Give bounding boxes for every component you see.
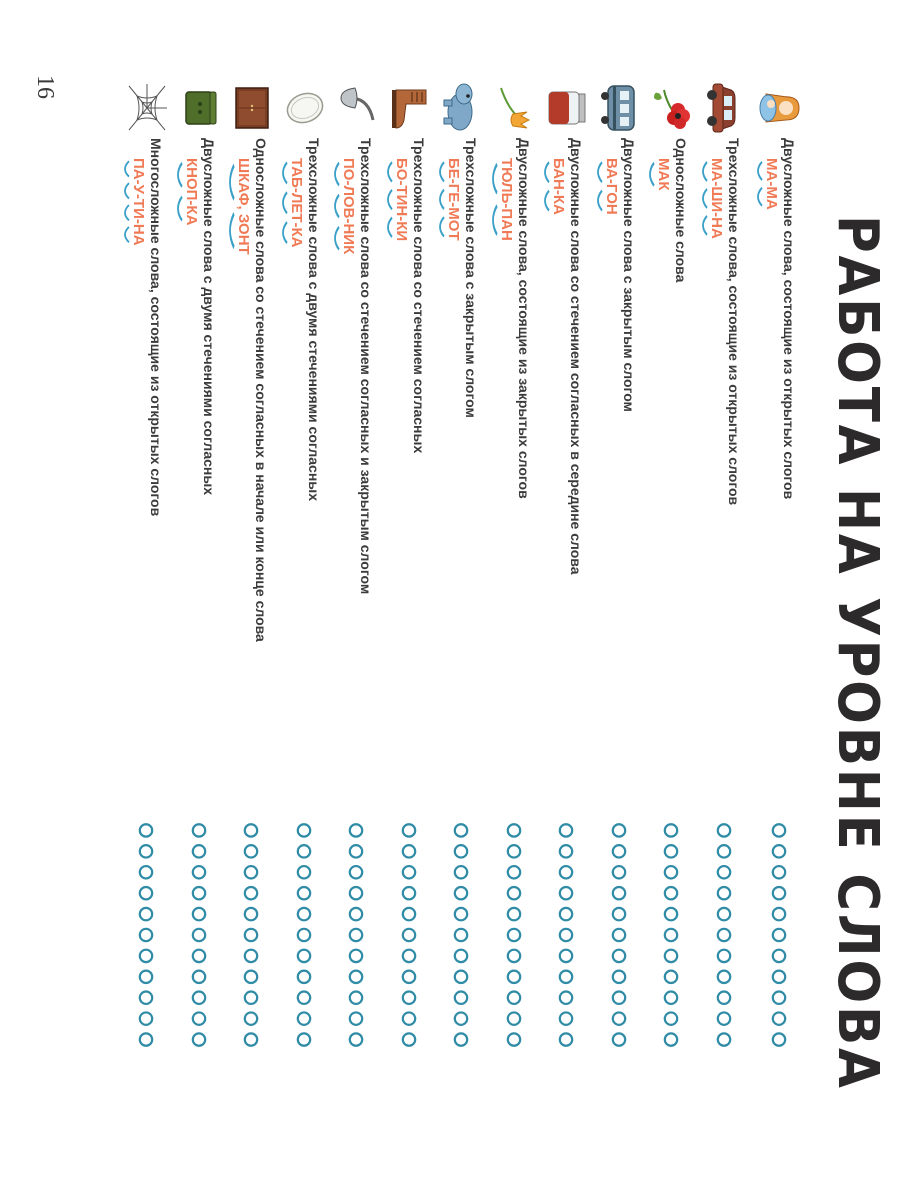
syllable-arc bbox=[703, 216, 707, 235]
example-word-text: МАК bbox=[655, 158, 672, 191]
answer-circle[interactable] bbox=[455, 887, 467, 899]
exercise-row bbox=[483, 0, 535, 1200]
example-word-text: ПО-ЛОВ-НИК bbox=[340, 158, 357, 255]
answer-circle[interactable] bbox=[455, 971, 467, 983]
answer-circle[interactable] bbox=[193, 950, 205, 962]
answer-circle[interactable] bbox=[560, 866, 572, 878]
answer-circle[interactable] bbox=[613, 1012, 625, 1024]
answer-circle[interactable] bbox=[350, 950, 362, 962]
answer-circle[interactable] bbox=[613, 845, 625, 857]
answer-circle[interactable] bbox=[193, 971, 205, 983]
answer-circle[interactable] bbox=[245, 908, 257, 920]
example-word-text: ТЮЛЬ-ПАН bbox=[498, 158, 515, 241]
answer-circles bbox=[558, 820, 574, 1050]
exercise-row bbox=[430, 0, 482, 1200]
answer-circle[interactable] bbox=[773, 866, 785, 878]
answer-circle[interactable] bbox=[718, 992, 730, 1004]
answer-circle[interactable] bbox=[245, 929, 257, 941]
train-wagon-icon bbox=[598, 80, 642, 136]
answer-circle[interactable] bbox=[350, 866, 362, 878]
answer-circles bbox=[611, 820, 627, 1050]
syllable-arc bbox=[440, 217, 444, 236]
exercise-row bbox=[325, 0, 377, 1200]
syllable-arc bbox=[758, 188, 762, 206]
answer-circle[interactable] bbox=[245, 845, 257, 857]
example-word bbox=[175, 158, 199, 225]
answer-circle[interactable] bbox=[665, 824, 677, 836]
answer-circle[interactable] bbox=[245, 887, 257, 899]
example-word bbox=[755, 158, 779, 210]
answer-circle[interactable] bbox=[245, 1012, 257, 1024]
spider-web-icon bbox=[125, 80, 169, 136]
answer-circle[interactable] bbox=[193, 824, 205, 836]
exercise-row bbox=[115, 0, 167, 1200]
syllable-arc bbox=[388, 218, 392, 237]
answer-circle[interactable] bbox=[140, 845, 152, 857]
car-icon bbox=[703, 80, 747, 136]
answer-circle[interactable] bbox=[403, 929, 415, 941]
syllable-arc bbox=[703, 189, 707, 208]
answer-circle[interactable] bbox=[350, 929, 362, 941]
answer-circle[interactable] bbox=[560, 908, 572, 920]
syllable-arc bbox=[283, 222, 287, 243]
answer-circle[interactable] bbox=[773, 824, 785, 836]
syllable-arc bbox=[598, 191, 602, 211]
answer-circle[interactable] bbox=[613, 950, 625, 962]
tablet-pill-icon bbox=[283, 80, 327, 136]
answer-circle[interactable] bbox=[773, 845, 785, 857]
syllable-arc bbox=[335, 227, 339, 249]
syllable-arcs bbox=[122, 158, 131, 246]
example-word-text: МА-ШИ-НА bbox=[708, 158, 725, 239]
answer-circle[interactable] bbox=[773, 971, 785, 983]
answer-circle[interactable] bbox=[773, 908, 785, 920]
syllable-arc bbox=[440, 162, 444, 181]
answer-circle[interactable] bbox=[560, 1033, 572, 1045]
answer-circle[interactable] bbox=[613, 992, 625, 1004]
example-word bbox=[647, 158, 671, 190]
answer-circle[interactable] bbox=[245, 866, 257, 878]
example-word-text: ПА-У-ТИ-НА bbox=[130, 158, 147, 246]
answer-circle[interactable] bbox=[245, 971, 257, 983]
answer-circle[interactable] bbox=[403, 908, 415, 920]
example-word bbox=[280, 158, 304, 248]
syllable-arc bbox=[493, 206, 497, 235]
answer-circle[interactable] bbox=[665, 971, 677, 983]
tulip-icon bbox=[493, 80, 537, 136]
example-word bbox=[385, 158, 409, 241]
answer-circle[interactable] bbox=[245, 950, 257, 962]
answer-circle[interactable] bbox=[455, 1033, 467, 1045]
syllable-arcs bbox=[175, 158, 184, 225]
answer-circles bbox=[771, 820, 787, 1050]
answer-circle[interactable] bbox=[773, 950, 785, 962]
syllable-arc bbox=[440, 190, 444, 209]
example-word bbox=[332, 158, 356, 254]
syllable-arc bbox=[283, 162, 287, 183]
answer-circle[interactable] bbox=[245, 1033, 257, 1045]
answer-circle[interactable] bbox=[193, 887, 205, 899]
syllable-arc bbox=[493, 164, 497, 193]
answer-circle[interactable] bbox=[193, 1012, 205, 1024]
example-word-text: МА-МА bbox=[763, 158, 780, 210]
answer-circle[interactable] bbox=[455, 929, 467, 941]
answer-circle[interactable] bbox=[140, 1012, 152, 1024]
hippopotamus-icon bbox=[440, 80, 484, 136]
answer-circle[interactable] bbox=[718, 908, 730, 920]
exercise-row bbox=[588, 0, 640, 1200]
exercise-description: Трехсложные слова, состоящие из открытых слогов bbox=[726, 138, 742, 506]
syllable-arc bbox=[125, 161, 129, 176]
answer-circle[interactable] bbox=[298, 866, 310, 878]
answer-circle[interactable] bbox=[508, 1012, 520, 1024]
poppy-flower-icon bbox=[650, 80, 694, 136]
syllable-arc bbox=[178, 197, 182, 221]
answer-circle[interactable] bbox=[350, 845, 362, 857]
answer-circle[interactable] bbox=[140, 866, 152, 878]
answer-circles bbox=[716, 820, 732, 1050]
answer-circle[interactable] bbox=[455, 866, 467, 878]
syllable-arc bbox=[545, 191, 549, 211]
answer-circle[interactable] bbox=[560, 887, 572, 899]
answer-circle[interactable] bbox=[508, 1033, 520, 1045]
answer-circle[interactable] bbox=[508, 992, 520, 1004]
syllable-arc bbox=[335, 163, 339, 185]
answer-circle[interactable] bbox=[350, 1033, 362, 1045]
syllable-arc bbox=[283, 192, 287, 213]
example-word-text: БЕ-ГЕ-МОТ bbox=[445, 158, 462, 241]
syllable-arcs bbox=[227, 158, 236, 255]
answer-circle[interactable] bbox=[403, 824, 415, 836]
syllable-arc bbox=[598, 162, 602, 182]
example-word bbox=[122, 158, 146, 246]
answer-circle[interactable] bbox=[455, 950, 467, 962]
answer-circle[interactable] bbox=[508, 929, 520, 941]
syllable-arc bbox=[545, 162, 549, 182]
answer-circle[interactable] bbox=[350, 971, 362, 983]
answer-circle[interactable] bbox=[560, 929, 572, 941]
answer-circle[interactable] bbox=[403, 1012, 415, 1024]
syllable-arc bbox=[388, 190, 392, 209]
syllable-arc bbox=[230, 165, 234, 199]
syllable-arcs bbox=[647, 158, 656, 190]
exercise-row bbox=[693, 0, 745, 1200]
answer-circle[interactable] bbox=[193, 1033, 205, 1045]
syllable-arc bbox=[703, 162, 707, 181]
syllable-arcs bbox=[755, 158, 764, 210]
answer-circle[interactable] bbox=[455, 845, 467, 857]
exercise-description: Двусложные слова, состоящие из закрытых слогов bbox=[516, 138, 532, 499]
answer-circle[interactable] bbox=[718, 950, 730, 962]
exercise-row bbox=[273, 0, 325, 1200]
answer-circle[interactable] bbox=[193, 845, 205, 857]
answer-circle[interactable] bbox=[718, 887, 730, 899]
answer-circle[interactable] bbox=[560, 971, 572, 983]
answer-circle[interactable] bbox=[140, 929, 152, 941]
answer-circle[interactable] bbox=[403, 971, 415, 983]
answer-circle[interactable] bbox=[298, 908, 310, 920]
answer-circle[interactable] bbox=[773, 992, 785, 1004]
answer-circle[interactable] bbox=[350, 908, 362, 920]
answer-circle[interactable] bbox=[245, 824, 257, 836]
answer-circle[interactable] bbox=[773, 887, 785, 899]
exercise-description: Односложные слова bbox=[673, 138, 689, 283]
answer-circle[interactable] bbox=[665, 929, 677, 941]
answer-circles bbox=[506, 820, 522, 1050]
answer-circle[interactable] bbox=[665, 1033, 677, 1045]
answer-circle[interactable] bbox=[298, 929, 310, 941]
example-word-text: ТАБ-ЛЕТ-КА bbox=[288, 158, 305, 248]
example-word bbox=[227, 158, 251, 255]
exercise-description: Трехсложные слова со стечением согласных и закрытым слогом bbox=[358, 138, 374, 595]
exercise-description: Трехсложные слова со стечением согласных bbox=[411, 138, 427, 454]
answer-circle[interactable] bbox=[560, 950, 572, 962]
answer-circle[interactable] bbox=[140, 1033, 152, 1045]
answer-circle[interactable] bbox=[613, 971, 625, 983]
answer-circle[interactable] bbox=[613, 1033, 625, 1045]
answer-circles bbox=[191, 820, 207, 1050]
wardrobe-icon bbox=[230, 80, 274, 136]
syllable-arc bbox=[650, 163, 654, 186]
answer-circle[interactable] bbox=[665, 866, 677, 878]
example-word bbox=[490, 158, 514, 241]
answer-circles bbox=[243, 820, 259, 1050]
answer-circle[interactable] bbox=[560, 992, 572, 1004]
answer-circle[interactable] bbox=[665, 845, 677, 857]
syllable-arc bbox=[178, 163, 182, 187]
syllable-arcs bbox=[700, 158, 709, 239]
answer-circle[interactable] bbox=[403, 866, 415, 878]
answer-circle[interactable] bbox=[350, 1012, 362, 1024]
answer-circles bbox=[401, 820, 417, 1050]
answer-circle[interactable] bbox=[508, 866, 520, 878]
answer-circle[interactable] bbox=[560, 824, 572, 836]
example-word-text: БО-ТИН-КИ bbox=[393, 158, 410, 242]
answer-circle[interactable] bbox=[403, 950, 415, 962]
answer-circle[interactable] bbox=[613, 929, 625, 941]
answer-circle[interactable] bbox=[193, 908, 205, 920]
answer-circle[interactable] bbox=[508, 950, 520, 962]
syllable-arcs bbox=[437, 158, 446, 241]
syllable-arc bbox=[125, 227, 129, 242]
answer-circle[interactable] bbox=[718, 845, 730, 857]
answer-circle[interactable] bbox=[718, 971, 730, 983]
answer-circle[interactable] bbox=[508, 887, 520, 899]
answer-circle[interactable] bbox=[298, 887, 310, 899]
answer-circles bbox=[138, 820, 154, 1050]
answer-circle[interactable] bbox=[298, 950, 310, 962]
answer-circle[interactable] bbox=[508, 971, 520, 983]
answer-circle[interactable] bbox=[508, 824, 520, 836]
answer-circle[interactable] bbox=[140, 887, 152, 899]
syllable-arc bbox=[230, 214, 234, 248]
answer-circle[interactable] bbox=[773, 929, 785, 941]
example-word-text: БАН-КА bbox=[550, 158, 567, 215]
exercise-row bbox=[168, 0, 220, 1200]
answer-circle[interactable] bbox=[298, 971, 310, 983]
answer-circle[interactable] bbox=[718, 1012, 730, 1024]
answer-circles bbox=[296, 820, 312, 1050]
syllable-arc bbox=[125, 183, 129, 198]
syllable-arcs bbox=[542, 158, 551, 215]
answer-circle[interactable] bbox=[613, 824, 625, 836]
answer-circle[interactable] bbox=[560, 1012, 572, 1024]
example-word bbox=[700, 158, 724, 239]
exercise-row bbox=[748, 0, 800, 1200]
answer-circle[interactable] bbox=[403, 992, 415, 1004]
answer-circle[interactable] bbox=[140, 971, 152, 983]
answer-circle[interactable] bbox=[140, 824, 152, 836]
example-word-text: ВА-ГОН bbox=[603, 158, 620, 215]
answer-circle[interactable] bbox=[350, 887, 362, 899]
answer-circle[interactable] bbox=[403, 887, 415, 899]
answer-circle[interactable] bbox=[665, 1012, 677, 1024]
answer-circle[interactable] bbox=[773, 1033, 785, 1045]
example-word bbox=[542, 158, 566, 215]
answer-circles bbox=[348, 820, 364, 1050]
exercise-row bbox=[535, 0, 587, 1200]
answer-circle[interactable] bbox=[403, 845, 415, 857]
answer-circle[interactable] bbox=[140, 950, 152, 962]
answer-circle[interactable] bbox=[613, 887, 625, 899]
exercise-description: Многосложные слова, состоящие из открытых слогов bbox=[148, 138, 164, 517]
example-word bbox=[437, 158, 461, 241]
answer-circle[interactable] bbox=[350, 992, 362, 1004]
answer-circle[interactable] bbox=[403, 1033, 415, 1045]
syllable-arc bbox=[125, 205, 129, 220]
button-icon bbox=[178, 80, 222, 136]
exercise-row bbox=[220, 0, 272, 1200]
example-word-text: КНОП-КА bbox=[183, 158, 200, 226]
answer-circle[interactable] bbox=[350, 824, 362, 836]
syllable-arcs bbox=[332, 158, 341, 254]
answer-circle[interactable] bbox=[193, 929, 205, 941]
page-number: 16 bbox=[32, 75, 58, 99]
answer-circle[interactable] bbox=[298, 845, 310, 857]
jar-icon bbox=[545, 80, 589, 136]
answer-circle[interactable] bbox=[665, 887, 677, 899]
answer-circle[interactable] bbox=[298, 992, 310, 1004]
answer-circle[interactable] bbox=[560, 845, 572, 857]
ladle-icon bbox=[335, 80, 379, 136]
example-word-text: ШКАФ, ЗОНТ bbox=[235, 158, 252, 255]
syllable-arc bbox=[335, 195, 339, 217]
answer-circle[interactable] bbox=[718, 824, 730, 836]
exercise-description: Односложные слова со стечением согласных в начале или конце слова bbox=[253, 138, 269, 642]
answer-circle[interactable] bbox=[508, 845, 520, 857]
exercise-row bbox=[640, 0, 692, 1200]
syllable-arcs bbox=[280, 158, 289, 248]
answer-circle[interactable] bbox=[245, 992, 257, 1004]
answer-circle[interactable] bbox=[718, 866, 730, 878]
exercise-description: Двусложные слова с закрытым слогом bbox=[621, 138, 637, 412]
exercise-description: Трехсложные слова с закрытым слогом bbox=[463, 138, 479, 418]
exercise-description: Трехсложные слова с двумя стечениями согласных bbox=[306, 138, 322, 502]
answer-circle[interactable] bbox=[298, 824, 310, 836]
answer-circle[interactable] bbox=[193, 992, 205, 1004]
syllable-arcs bbox=[385, 158, 394, 241]
answer-circle[interactable] bbox=[665, 950, 677, 962]
answer-circle[interactable] bbox=[140, 908, 152, 920]
answer-circle[interactable] bbox=[193, 866, 205, 878]
boots-icon bbox=[388, 80, 432, 136]
answer-circle[interactable] bbox=[455, 992, 467, 1004]
answer-circle[interactable] bbox=[613, 908, 625, 920]
answer-circle[interactable] bbox=[718, 1033, 730, 1045]
answer-circle[interactable] bbox=[718, 929, 730, 941]
example-word bbox=[595, 158, 619, 215]
syllable-arc bbox=[758, 162, 762, 180]
answer-circle[interactable] bbox=[298, 1012, 310, 1024]
mother-with-baby-icon bbox=[758, 80, 802, 136]
exercise-row bbox=[378, 0, 430, 1200]
exercise-description: Двусложные слова, состоящие из открытых слогов bbox=[781, 138, 797, 500]
answer-circle[interactable] bbox=[455, 1012, 467, 1024]
syllable-arc bbox=[388, 162, 392, 181]
answer-circle[interactable] bbox=[665, 908, 677, 920]
answer-circle[interactable] bbox=[298, 1033, 310, 1045]
answer-circle[interactable] bbox=[140, 992, 152, 1004]
answer-circles bbox=[663, 820, 679, 1050]
page-title: РАБОТА НА УРОВНЕ СЛОВА bbox=[825, 215, 890, 1091]
answer-circle[interactable] bbox=[455, 824, 467, 836]
exercise-description: Двусложные слова с двумя стечениями согласных bbox=[201, 138, 217, 496]
answer-circle[interactable] bbox=[665, 992, 677, 1004]
answer-circle[interactable] bbox=[773, 1012, 785, 1024]
syllable-arcs bbox=[490, 158, 499, 241]
answer-circle[interactable] bbox=[508, 908, 520, 920]
answer-circles bbox=[453, 820, 469, 1050]
answer-circle[interactable] bbox=[455, 908, 467, 920]
syllable-arcs bbox=[595, 158, 604, 215]
answer-circle[interactable] bbox=[613, 866, 625, 878]
exercise-description: Двусложные слова со стечением согласных в середине слова bbox=[568, 138, 584, 575]
